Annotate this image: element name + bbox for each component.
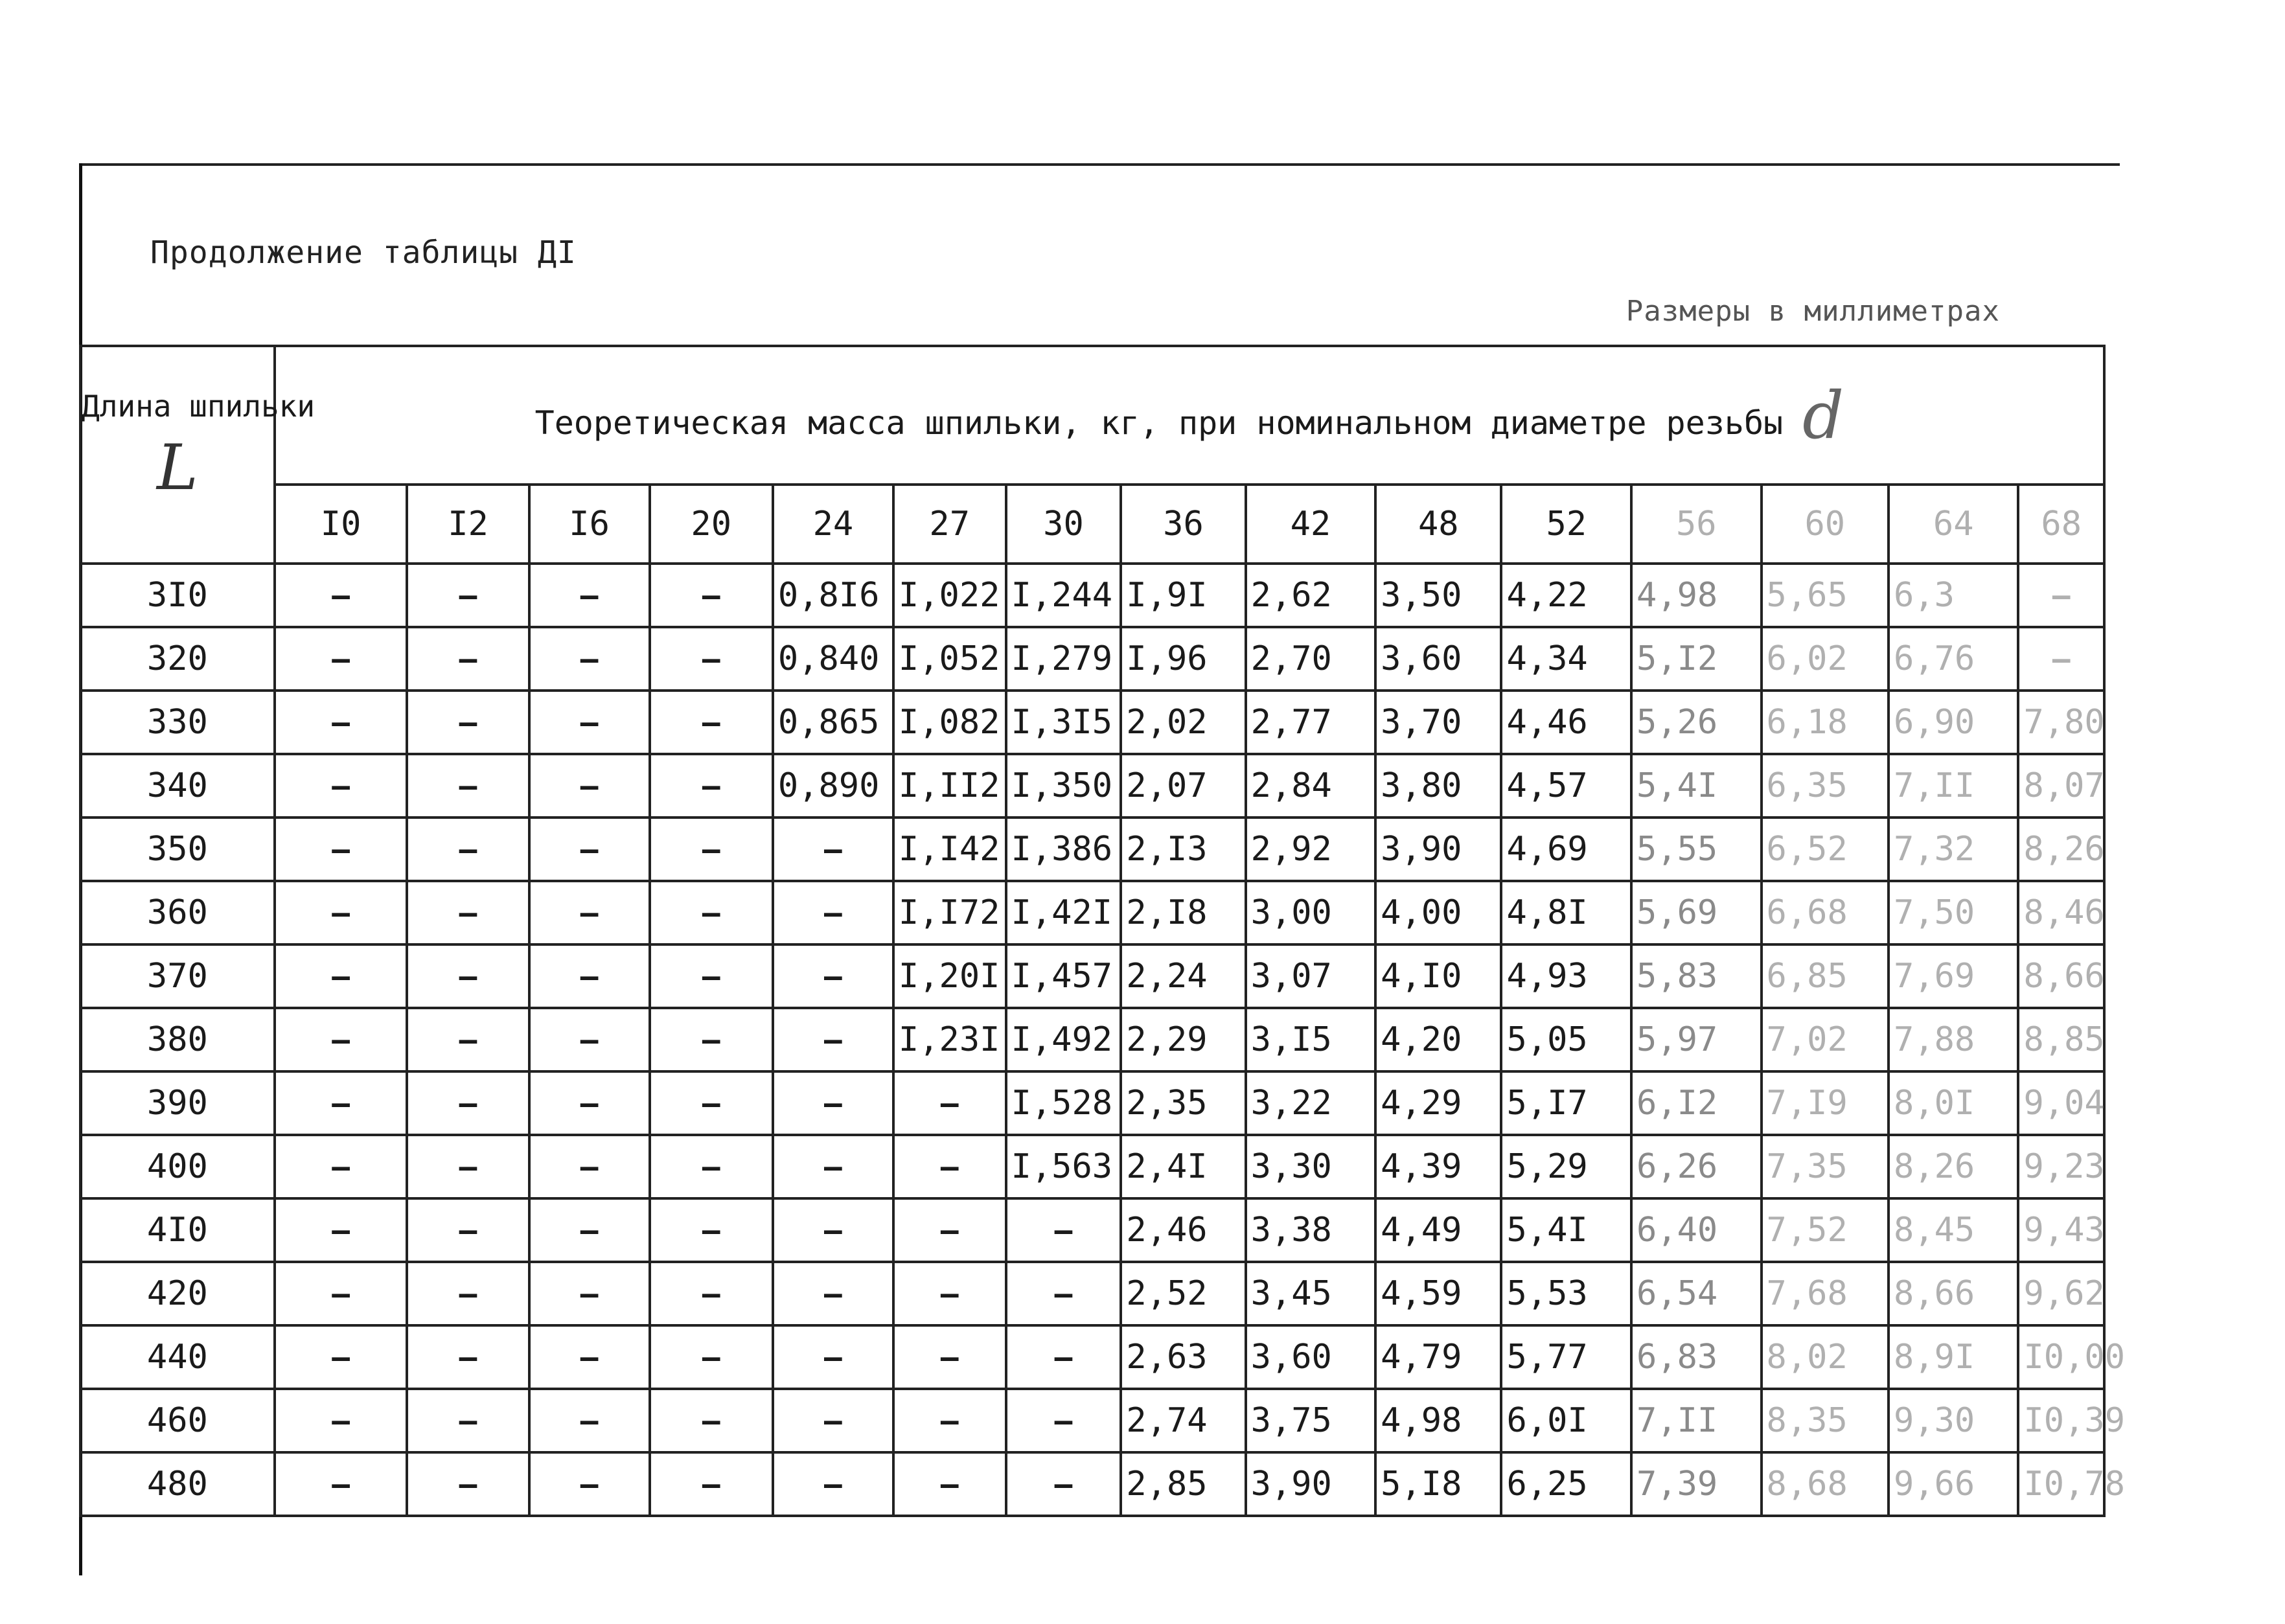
mass-cell: 4,00 [1375,881,1501,944]
mass-cell: 2,35 [1121,1071,1245,1135]
mass-cell: 7,88 [1889,1008,2019,1071]
length-cell: 440 [80,1325,275,1389]
mass-cell: 7,II [1631,1389,1762,1452]
mass-cell: 8,68 [1762,1452,1889,1516]
mass-cell: 3,00 [1246,881,1376,944]
table-row [80,1135,2104,1198]
mass-cell: 4,98 [1631,564,1762,627]
empty-cell: – [529,1452,650,1516]
mass-cell: 4,29 [1375,1071,1501,1135]
table-row [80,944,2104,1008]
mass-cell: 0,865 [773,691,893,754]
empty-cell: – [650,944,773,1008]
length-cell: 330 [80,691,275,754]
mass-cell: 3,30 [1246,1135,1376,1198]
empty-cell: – [407,1262,529,1325]
mass-cell: 6,68 [1762,881,1889,944]
column-group-symbol: d [1802,377,1844,453]
mass-cell: I,022 [893,564,1006,627]
empty-cell: – [773,818,893,881]
mass-cell: I,244 [1006,564,1121,627]
table-row [80,881,2104,944]
empty-cell: – [2018,564,2104,627]
mass-cell: I,052 [893,627,1006,691]
empty-cell: – [275,1135,408,1198]
frame-top-rule [79,163,2120,166]
mass-cell: 6,02 [1762,627,1889,691]
empty-cell: – [529,1262,650,1325]
mass-cell: 3,38 [1246,1198,1376,1262]
empty-cell: – [275,881,408,944]
empty-cell: – [275,754,408,818]
table-row [80,1071,2104,1135]
mass-cell: 6,52 [1762,818,1889,881]
mass-cell: 4,39 [1375,1135,1501,1198]
diameter-header: I6 [529,485,650,564]
mass-cell: 4,I0 [1375,944,1501,1008]
mass-cell: I,42I [1006,881,1121,944]
empty-cell: – [529,1135,650,1198]
table-row [80,1389,2104,1452]
diameter-header: 20 [650,485,773,564]
mass-cell: 7,35 [1762,1135,1889,1198]
empty-cell: – [893,1452,1006,1516]
table-body [80,564,2126,1516]
mass-cell: 3,80 [1375,754,1501,818]
mass-cell: 3,60 [1246,1325,1376,1389]
empty-cell: – [529,1198,650,1262]
units-note: Размеры в миллиметрах [1625,295,2000,328]
length-cell: 460 [80,1389,275,1452]
empty-cell: – [529,627,650,691]
empty-cell: – [773,1325,893,1389]
mass-cell: 5,83 [1631,944,1762,1008]
diameter-header: 68 [2018,485,2104,564]
length-cell: 390 [80,1071,275,1135]
empty-cell: – [407,754,529,818]
mass-cell: 5,I7 [1501,1071,1631,1135]
empty-cell: – [893,1198,1006,1262]
empty-cell: – [275,818,408,881]
empty-cell: – [407,691,529,754]
mass-cell: 5,I2 [1631,627,1762,691]
mass-cell: 5,29 [1501,1135,1631,1198]
mass-cell: 8,66 [1889,1262,2019,1325]
stud-mass-table [79,345,2126,1517]
empty-cell: – [893,1135,1006,1198]
diameter-header-row [80,485,2104,564]
empty-cell: – [275,944,408,1008]
mass-cell: 6,I2 [1631,1071,1762,1135]
empty-cell: – [650,1135,773,1198]
empty-cell: – [773,881,893,944]
empty-cell: – [650,818,773,881]
mass-cell: 3,90 [1375,818,1501,881]
empty-cell: – [275,1071,408,1135]
diameter-header: 52 [1501,485,1631,564]
empty-cell: – [650,1198,773,1262]
mass-cell: 9,43 [2018,1198,2104,1262]
mass-cell: 6,40 [1631,1198,1762,1262]
mass-cell: 9,62 [2018,1262,2104,1325]
empty-cell: – [407,627,529,691]
empty-cell: – [407,881,529,944]
mass-cell: 4,98 [1375,1389,1501,1452]
mass-cell: 6,76 [1889,627,2019,691]
diameter-header: 24 [773,485,893,564]
diameter-header: I0 [275,485,408,564]
diameter-header: 64 [1889,485,2019,564]
empty-cell: – [1006,1198,1121,1262]
mass-cell: 5,55 [1631,818,1762,881]
mass-cell: I,II2 [893,754,1006,818]
mass-cell: 8,07 [2018,754,2104,818]
mass-cell: 7,32 [1889,818,2019,881]
mass-cell: I,082 [893,691,1006,754]
empty-cell: – [275,691,408,754]
mass-cell: 6,35 [1762,754,1889,818]
empty-cell: – [893,1389,1006,1452]
mass-cell: I,96 [1121,627,1245,691]
mass-cell: 0,8I6 [773,564,893,627]
mass-cell: I0,00 [2018,1325,2104,1389]
mass-cell: 4,93 [1501,944,1631,1008]
mass-cell: 7,50 [1889,881,2019,944]
row-header-symbol: L [157,431,198,505]
empty-cell: – [650,754,773,818]
mass-cell: 6,0I [1501,1389,1631,1452]
mass-cell: 4,8I [1501,881,1631,944]
mass-cell: 5,26 [1631,691,1762,754]
mass-cell: 7,I9 [1762,1071,1889,1135]
empty-cell: – [529,944,650,1008]
diameter-header: 60 [1762,485,1889,564]
diameter-header: 30 [1006,485,1121,564]
empty-cell: – [529,1389,650,1452]
mass-cell: 3,60 [1375,627,1501,691]
mass-cell: 2,62 [1246,564,1376,627]
mass-cell: 2,I8 [1121,881,1245,944]
length-cell: 3I0 [80,564,275,627]
empty-cell: – [893,1325,1006,1389]
empty-cell: – [407,818,529,881]
mass-cell: 3,90 [1246,1452,1376,1516]
mass-cell: 2,63 [1121,1325,1245,1389]
mass-cell: 2,29 [1121,1008,1245,1071]
mass-cell: 8,26 [1889,1135,2019,1198]
empty-cell: – [650,1389,773,1452]
empty-cell: – [773,1198,893,1262]
mass-cell: I,386 [1006,818,1121,881]
mass-cell: 9,30 [1889,1389,2019,1452]
table-row [80,564,2104,627]
mass-cell: 2,84 [1246,754,1376,818]
mass-cell: 2,70 [1246,627,1376,691]
row-header-label: Длина шпильки [82,389,316,424]
mass-cell: 7,52 [1762,1198,1889,1262]
mass-cell: 2,52 [1121,1262,1245,1325]
empty-cell: – [773,1071,893,1135]
mass-cell: 7,68 [1762,1262,1889,1325]
empty-cell: – [893,1071,1006,1135]
mass-cell: I,563 [1006,1135,1121,1198]
empty-cell: – [1006,1262,1121,1325]
table-caption: Продолжение таблицы ДI [150,234,577,271]
empty-cell: – [773,1008,893,1071]
mass-cell: 4,49 [1375,1198,1501,1262]
mass-cell: 8,85 [2018,1008,2104,1071]
empty-cell: – [650,1008,773,1071]
table-row [80,1198,2104,1262]
table-row [80,627,2104,691]
mass-cell: 6,85 [1762,944,1889,1008]
mass-cell: I,350 [1006,754,1121,818]
empty-cell: – [275,1008,408,1071]
table-row [80,818,2104,881]
length-cell: 420 [80,1262,275,1325]
mass-cell: 6,54 [1631,1262,1762,1325]
mass-cell: I0,78 [2018,1452,2104,1516]
length-cell: 370 [80,944,275,1008]
empty-cell: – [529,1071,650,1135]
empty-cell: – [275,564,408,627]
mass-cell: 3,I5 [1246,1008,1376,1071]
empty-cell: – [650,1325,773,1389]
mass-cell: 8,45 [1889,1198,2019,1262]
empty-cell: – [650,881,773,944]
mass-cell: 3,70 [1375,691,1501,754]
empty-cell: – [529,1008,650,1071]
mass-cell: 2,4I [1121,1135,1245,1198]
table-row [80,1262,2104,1325]
empty-cell: – [529,881,650,944]
diameter-header: 42 [1246,485,1376,564]
diameter-header: 36 [1121,485,1245,564]
mass-cell: 5,69 [1631,881,1762,944]
mass-cell: 8,9I [1889,1325,2019,1389]
empty-cell: – [407,1452,529,1516]
empty-cell: – [275,1389,408,1452]
mass-cell: I,9I [1121,564,1245,627]
mass-cell: 6,83 [1631,1325,1762,1389]
length-cell: 360 [80,881,275,944]
empty-cell: – [773,1262,893,1325]
empty-cell: – [529,754,650,818]
mass-cell: I,I72 [893,881,1006,944]
empty-cell: – [650,1452,773,1516]
mass-cell: 9,23 [2018,1135,2104,1198]
empty-cell: – [529,818,650,881]
mass-cell: 5,97 [1631,1008,1762,1071]
mass-cell: 4,34 [1501,627,1631,691]
mass-cell: 4,59 [1375,1262,1501,1325]
length-cell: 480 [80,1452,275,1516]
mass-cell: 4,79 [1375,1325,1501,1389]
mass-cell: 8,66 [2018,944,2104,1008]
empty-cell: – [1006,1452,1121,1516]
mass-cell: 6,26 [1631,1135,1762,1198]
mass-cell: 5,77 [1501,1325,1631,1389]
mass-cell: I,492 [1006,1008,1121,1071]
mass-cell: I0,39 [2018,1389,2104,1452]
mass-cell: 6,90 [1889,691,2019,754]
mass-cell: 3,75 [1246,1389,1376,1452]
mass-cell: I,528 [1006,1071,1121,1135]
mass-cell: 2,24 [1121,944,1245,1008]
empty-cell: – [650,1262,773,1325]
column-group-label: Теоретическая масса шпильки, кг, при номинальном диаметре резьбы [534,404,1784,442]
diameter-header: 27 [893,485,1006,564]
empty-cell: – [529,1325,650,1389]
mass-cell: 4,22 [1501,564,1631,627]
mass-cell: 5,I8 [1375,1452,1501,1516]
length-cell: 4I0 [80,1198,275,1262]
mass-cell: 7,39 [1631,1452,1762,1516]
mass-cell: 2,07 [1121,754,1245,818]
column-group-header [275,346,2104,485]
diameter-header: 48 [1375,485,1501,564]
empty-cell: – [407,1198,529,1262]
mass-cell: 2,92 [1246,818,1376,881]
length-cell: 340 [80,754,275,818]
mass-cell: I,20I [893,944,1006,1008]
empty-cell: – [275,1452,408,1516]
empty-cell: – [773,1389,893,1452]
empty-cell: – [275,1262,408,1325]
mass-cell: 2,74 [1121,1389,1245,1452]
empty-cell: – [773,944,893,1008]
mass-cell: 7,80 [2018,691,2104,754]
mass-cell: I,23I [893,1008,1006,1071]
mass-cell: 0,890 [773,754,893,818]
mass-cell: 4,20 [1375,1008,1501,1071]
mass-cell: 8,26 [2018,818,2104,881]
length-cell: 380 [80,1008,275,1071]
empty-cell: – [650,691,773,754]
mass-cell: 7,II [1889,754,2019,818]
mass-cell: 2,I3 [1121,818,1245,881]
length-cell: 400 [80,1135,275,1198]
mass-cell: 2,02 [1121,691,1245,754]
mass-cell: 3,07 [1246,944,1376,1008]
mass-cell: 6,18 [1762,691,1889,754]
mass-cell: 4,69 [1501,818,1631,881]
mass-cell: 9,66 [1889,1452,2019,1516]
mass-cell: 3,22 [1246,1071,1376,1135]
table-row [80,1325,2104,1389]
mass-cell: 5,4I [1501,1198,1631,1262]
mass-cell: 2,77 [1246,691,1376,754]
mass-cell: 9,04 [2018,1071,2104,1135]
mass-cell: 5,4I [1631,754,1762,818]
mass-cell: 3,45 [1246,1262,1376,1325]
mass-cell: 6,25 [1501,1452,1631,1516]
length-cell: 320 [80,627,275,691]
empty-cell: – [1006,1325,1121,1389]
empty-cell: – [407,1008,529,1071]
empty-cell: – [773,1452,893,1516]
row-header-cell [80,346,316,564]
mass-cell: 5,05 [1501,1008,1631,1071]
mass-cell: 7,02 [1762,1008,1889,1071]
mass-cell: 8,35 [1762,1389,1889,1452]
length-cell: 350 [80,818,275,881]
mass-cell: 0,840 [773,627,893,691]
mass-cell: 8,46 [2018,881,2104,944]
empty-cell: – [275,1325,408,1389]
empty-cell: – [407,1389,529,1452]
mass-cell: I,3I5 [1006,691,1121,754]
mass-cell: 2,85 [1121,1452,1245,1516]
empty-cell: – [529,564,650,627]
empty-cell: – [407,564,529,627]
mass-cell: 8,0I [1889,1071,2019,1135]
mass-cell: I,279 [1006,627,1121,691]
mass-cell: 5,65 [1762,564,1889,627]
mass-cell: 3,50 [1375,564,1501,627]
table-row [80,691,2104,754]
empty-cell: – [275,1198,408,1262]
table-row [80,754,2104,818]
mass-cell: 7,69 [1889,944,2019,1008]
empty-cell: – [407,1071,529,1135]
mass-cell: 6,3 [1889,564,2019,627]
mass-cell: I,457 [1006,944,1121,1008]
empty-cell: – [529,691,650,754]
table-row [80,1008,2104,1071]
mass-cell: 4,57 [1501,754,1631,818]
empty-cell: – [275,627,408,691]
empty-cell: – [407,1325,529,1389]
mass-cell: 8,02 [1762,1325,1889,1389]
diameter-header: 56 [1631,485,1762,564]
mass-cell: 2,46 [1121,1198,1245,1262]
empty-cell: – [650,564,773,627]
empty-cell: – [1006,1389,1121,1452]
mass-cell: 5,53 [1501,1262,1631,1325]
empty-cell: – [2018,627,2104,691]
empty-cell: – [773,1135,893,1198]
table-row [80,1452,2104,1516]
empty-cell: – [650,1071,773,1135]
empty-cell: – [650,627,773,691]
mass-cell: I,I42 [893,818,1006,881]
mass-cell: 4,46 [1501,691,1631,754]
empty-cell: – [893,1262,1006,1325]
diameter-header: I2 [407,485,529,564]
empty-cell: – [407,1135,529,1198]
empty-cell: – [407,944,529,1008]
